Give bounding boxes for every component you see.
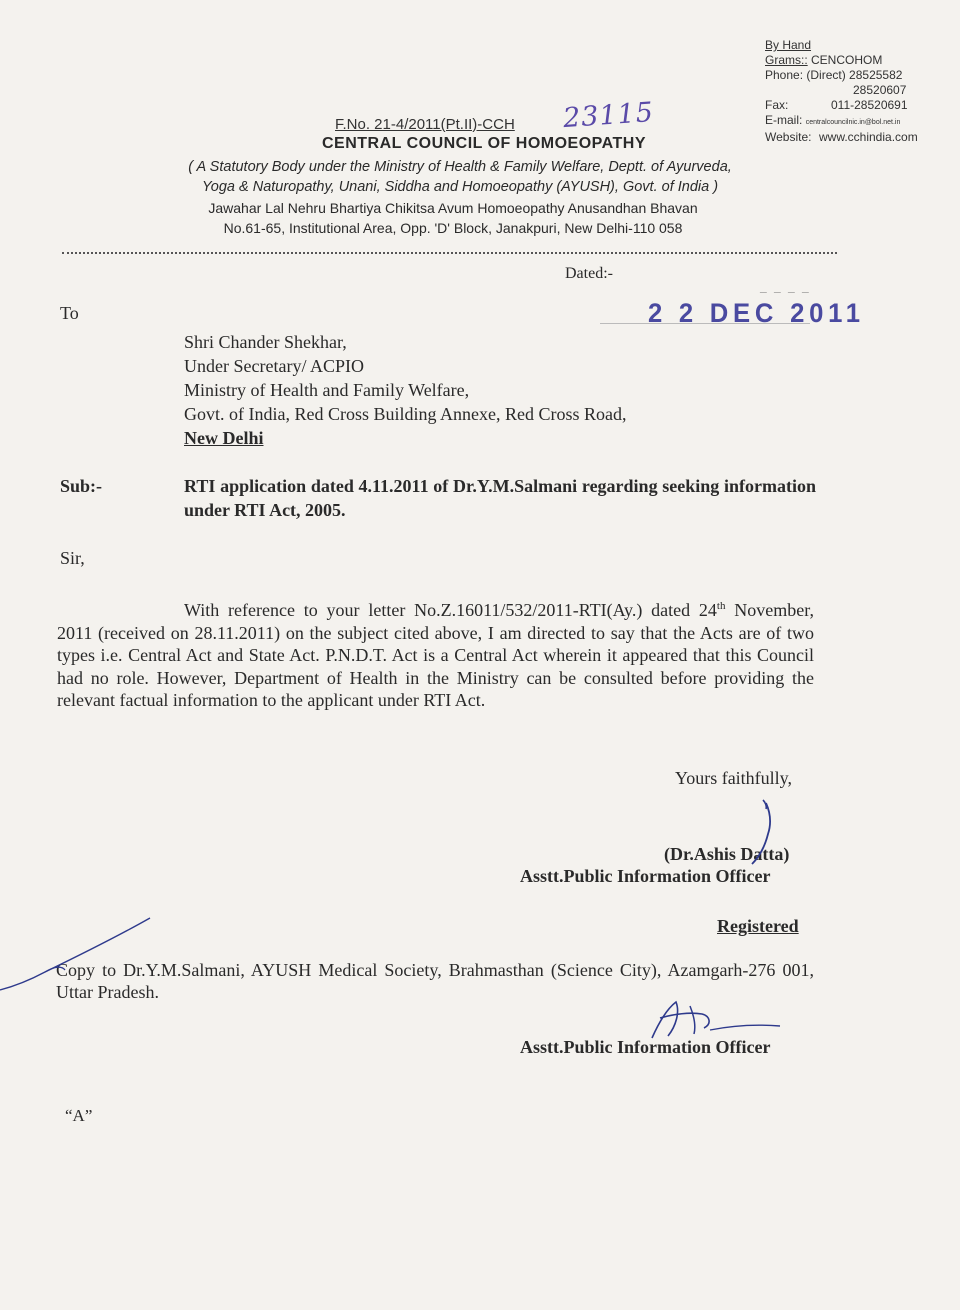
date-stamp: 2 2 DEC 2011: [648, 298, 865, 328]
addressee-line-3: Ministry of Health and Family Welfare,: [184, 380, 470, 400]
initials-stroke-3: [690, 1006, 695, 1034]
council-subtitle: [0, 157, 960, 197]
address-line-2: No.61-65, Institutional Area, Opp. 'D' Block, Janakpuri, New Delhi-110 058: [223, 220, 683, 236]
addressee-line-1: Shri Chander Shekhar,: [184, 332, 347, 352]
stamp-marks: _ _ _ _: [760, 280, 811, 294]
addressee-line-2: Under Secretary/ ACPIO: [184, 356, 364, 376]
by-hand-label: By Hand: [765, 38, 812, 52]
initials-stroke-2: [660, 1013, 709, 1028]
closing: Yours faithfully,: [675, 768, 793, 788]
addressee-city: New Delhi: [184, 428, 264, 448]
website-label: Website:: [765, 130, 812, 144]
handwritten-dispatch-number: 23115: [562, 96, 655, 135]
file-number: F.No. 21-4/2011(Pt.II)-CCH: [335, 116, 515, 133]
signatory-name: (Dr.Ashis Datta): [664, 844, 790, 864]
body-part-2: November, 2011 (received on 28.11.2011) on the subject cited above, I am directed to say that the Acts are of two types i.e. Central Act and State Act. P.N.D.T. Act is a Central Act wherein it appeared that this Council had no role. However, Department of Health in the Ministry can be consulted before providing the relevant factual information to the applicant under RTI Act.: [57, 600, 814, 710]
signature-stroke-2: [763, 800, 766, 809]
website-value: www.cchindia.com: [819, 130, 918, 144]
dated-label: Dated:-: [565, 265, 613, 282]
letterhead-divider: [62, 252, 837, 254]
grams-label: Grams::: [765, 53, 808, 67]
council-address: [0, 198, 960, 238]
letter-body: [57, 595, 814, 712]
signatory-title: Asstt.Public Information Officer: [520, 866, 771, 886]
phone-label: Phone:: [765, 68, 804, 82]
initials-stroke-4: [710, 1025, 780, 1030]
second-signatory-title: Asstt.Public Information Officer: [520, 1037, 771, 1057]
email-value: centralcouncilnic.in@bol.net.in: [805, 119, 901, 126]
subtitle-line-1: ( A Statutory Body under the Ministry of Health & Family Welfare, Deptt. of Ayurveda,: [188, 159, 732, 175]
to-label: To: [60, 303, 79, 323]
subject-label: Sub:-: [60, 476, 103, 496]
address-line-1: Jawahar Lal Nehru Bhartiya Chikitsa Avum Homoeopathy Anusandhan Bhavan: [208, 200, 698, 216]
registered-label: Registered: [717, 916, 799, 936]
fax-value: 011-28520691: [831, 98, 908, 112]
fax-label: Fax:: [765, 98, 789, 112]
phone-value-2: 28520607: [853, 83, 907, 97]
phone-value: (Direct) 28525582: [806, 68, 903, 82]
addressee-line-4: Govt. of India, Red Cross Building Annexe, Red Cross Road,: [184, 404, 627, 424]
subject-text: RTI application dated 4.11.2011 of Dr.Y.M.Salmani regarding seeking information under RTI Act, 2005.: [184, 476, 816, 520]
subtitle-line-2: Yoga & Naturopathy, Unani, Siddha and Homoeopathy (AYUSH), Govt. of India ): [201, 179, 719, 195]
addressee-block: [184, 330, 626, 450]
council-name: CENTRAL COUNCIL OF HOMOEOPATHY: [321, 135, 647, 152]
initials-stroke-1: [652, 1002, 678, 1038]
body-superscript: th: [716, 600, 726, 612]
copy-to: Copy to Dr.Y.M.Salmani, AYUSH Medical Society, Brahmasthan (Science City), Azamgarh-276 001, Uttar Pradesh.: [56, 960, 814, 1002]
salutation: Sir,: [60, 548, 85, 568]
email-label: E-mail:: [765, 113, 803, 127]
grams-value: CENCOHOM: [811, 53, 883, 67]
annexure-label: “A”: [65, 1106, 93, 1125]
body-part-1: With reference to your letter No.Z.16011/532/2011-RTI(Ay.) dated 24: [184, 600, 717, 620]
contact-block: [765, 38, 918, 145]
